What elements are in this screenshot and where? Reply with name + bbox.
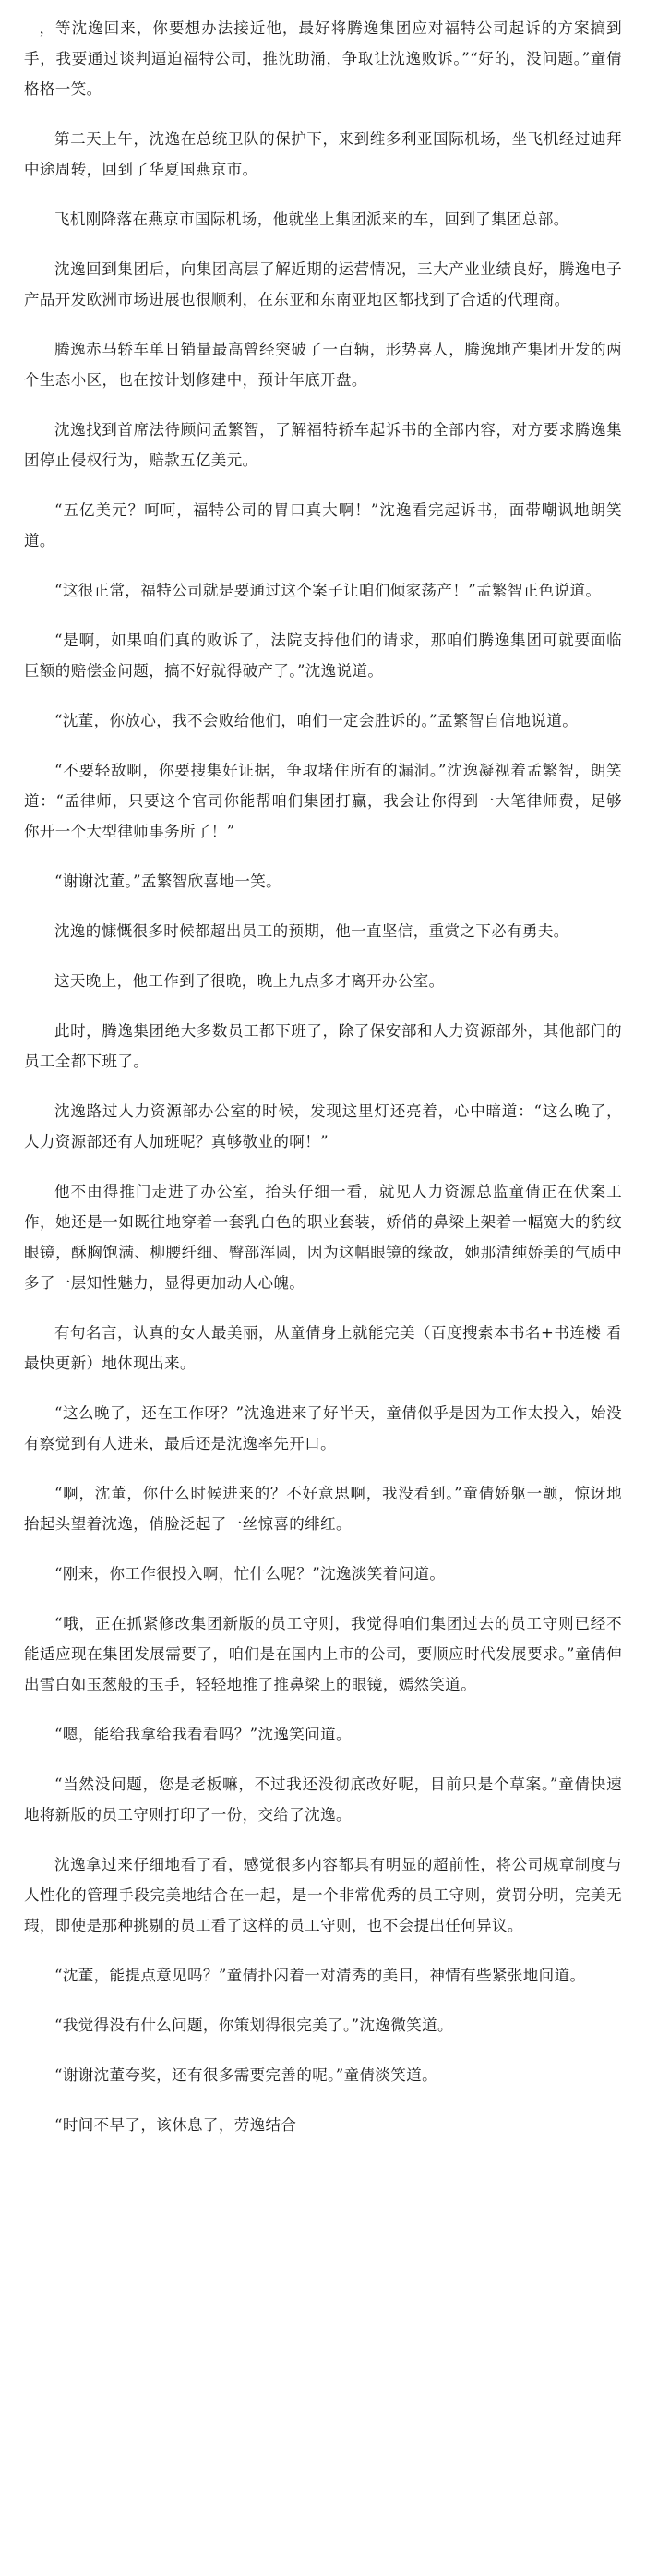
paragraph: “时间不早了，该休息了，劳逸结合: [54, 2116, 297, 2134]
paragraph: “刚来，你工作很投入啊，忙什么呢？”沈逸淡笑着问道。: [54, 1565, 446, 1583]
paragraph: “当然没问题，您是老板嘛，不过我还没彻底改好呢，目前只是个草案。”童倩快速地将新版的员工守则打印了一份，交给了沈逸。: [24, 1776, 622, 1824]
paragraph: “沈董，能提点意见吗？”童倩扑闪着一对清秀的美目，神情有些紧张地问道。: [54, 1967, 586, 1984]
paragraph: “这很正常，福特公司就是要通过这个案子让咱们倾家荡产！”孟繁智正色说道。: [54, 582, 602, 599]
paragraph: 沈逸回到集团后，向集团高层了解近期的运营情况，三大产业业绩良好，腾逸电子产品开发欧洲市场进展也很顺利，在东亚和东南亚地区都找到了合适的代理商。: [24, 260, 622, 308]
paragraph: “不要轻敌啊，你要搜集好证据，争取堵住所有的漏洞。”沈逸凝视着孟繁智，朗笑道：“孟律师，只要这个官司你能帮咱们集团打赢，我会让你得到一大笔律师费，足够你开一个大型律师事务所了！”: [24, 762, 622, 840]
paragraph: 第二天上午，沈逸在总统卫队的保护下，来到维多利亚国际机场，坐飞机经过迪拜中途周转，回到了华夏国燕京市。: [24, 130, 622, 178]
paragraph: “五亿美元？呵呵，福特公司的胃口真大啊！”沈逸看完起诉书，面带嘲讽地朗笑道。: [24, 501, 622, 549]
paragraph: “我觉得没有什么问题，你策划得很完美了。”沈逸微笑道。: [54, 2016, 453, 2034]
paragraph: “沈董，你放心，我不会败给他们，咱们一定会胜诉的。”孟繁智自信地说道。: [54, 712, 579, 729]
paragraph: 腾逸赤马轿车单日销量最高曾经突破了一百辆，形势喜人，腾逸地产集团开发的两个生态小区，也在按计划修建中，预计年底开盘。: [24, 341, 622, 389]
paragraph: “谢谢沈董。”孟繁智欣喜地一笑。: [54, 873, 282, 890]
paragraph: 沈逸找到首席法待顾问孟繁智，了解福特轿车起诉书的全部内容，对方要求腾逸集团停止侵权行为，赔款五亿美元。: [24, 421, 622, 469]
paragraph: “嗯，能给我拿给我看看吗？”沈逸笑问道。: [54, 1726, 352, 1743]
paragraph: 此时，腾逸集团绝大多数员工都下班了，除了保安部和人力资源部外，其他部门的员工全都下班了。: [24, 1022, 622, 1070]
paragraph: 有句名言，认真的女人最美丽，从童倩身上就能完美（百度搜索本书名+书连楼 看最快更新）地体现出来。: [24, 1324, 622, 1372]
paragraph: 沈逸路过人力资源部办公室的时候，发现这里灯还亮着，心中暗道：“这么晚了，人力资源部还有人加班呢？真够敬业的啊！”: [24, 1102, 622, 1150]
paragraph: ，等沈逸回来，你要想办法接近他，最好将腾逸集团应对福特公司起诉的方案搞到手，我要通过谈判逼迫福特公司，推沈助涌，争取让沈逸败诉。”“好的，没问题。”童倩格格一笑。: [24, 19, 622, 98]
paragraph: 飞机刚降落在燕京市国际机场，他就坐上集团派来的车，回到了集团总部。: [54, 211, 569, 228]
paragraph: “这么晚了，还在工作呀？”沈逸进来了好半天，童倩似乎是因为工作太投入，始没有察觉到有人进来，最后还是沈逸率先开口。: [24, 1404, 622, 1452]
paragraph: 他不由得推门走进了办公室，抬头仔细一看，就见人力资源总监童倩正在伏案工作，她还是一如既往地穿着一套乳白色的职业套装，娇俏的鼻梁上架着一幅宽大的豹纹眼镜，酥胸饱满、柳腰纤细、臀部浑圆，因为这幅眼镜的缘故，她那清纯娇美的气质中多了一层知性魅力，显得更加动人心魄。: [24, 1183, 622, 1292]
paragraph: 沈逸拿过来仔细地看了看，感觉很多内容都具有明显的超前性，将公司规章制度与人性化的管理手段完美地结合在一起，是一个非常优秀的员工守则，赏罚分明，完美无瑕，即使是那种挑剔的员工看了这样的员工守则，也不会提出任何异议。: [24, 1856, 622, 1934]
paragraph: 这天晚上，他工作到了很晚，晚上九点多才离开办公室。: [54, 972, 445, 990]
paragraph: “是啊，如果咱们真的败诉了，法院支持他们的请求，那咱们腾逸集团可就要面临巨额的赔偿金问题，搞不好就得破产了。”沈逸说道。: [24, 632, 622, 680]
paragraph: “哦，正在抓紧修改集团新版的员工守则，我觉得咱们集团过去的员工守则已经不能适应现在集团发展需要了，咱们是在国内上市的公司，要顺应时代发展要求。”童倩伸出雪白如玉葱般的玉手，轻轻地推了推鼻梁上的眼镜，嫣然笑道。: [24, 1615, 622, 1693]
paragraph: 沈逸的慷慨很多时候都超出员工的预期，他一直坚信，重赏之下必有勇夫。: [54, 922, 569, 940]
paragraph: “谢谢沈董夸奖，还有很多需要完善的呢。”童倩淡笑道。: [54, 2066, 438, 2084]
paragraph: “啊，沈董，你什么时候进来的？不好意思啊，我没看到。”童倩娇躯一颤，惊讶地抬起头望着沈逸，俏脸泛起了一丝惊喜的绯红。: [24, 1485, 622, 1533]
